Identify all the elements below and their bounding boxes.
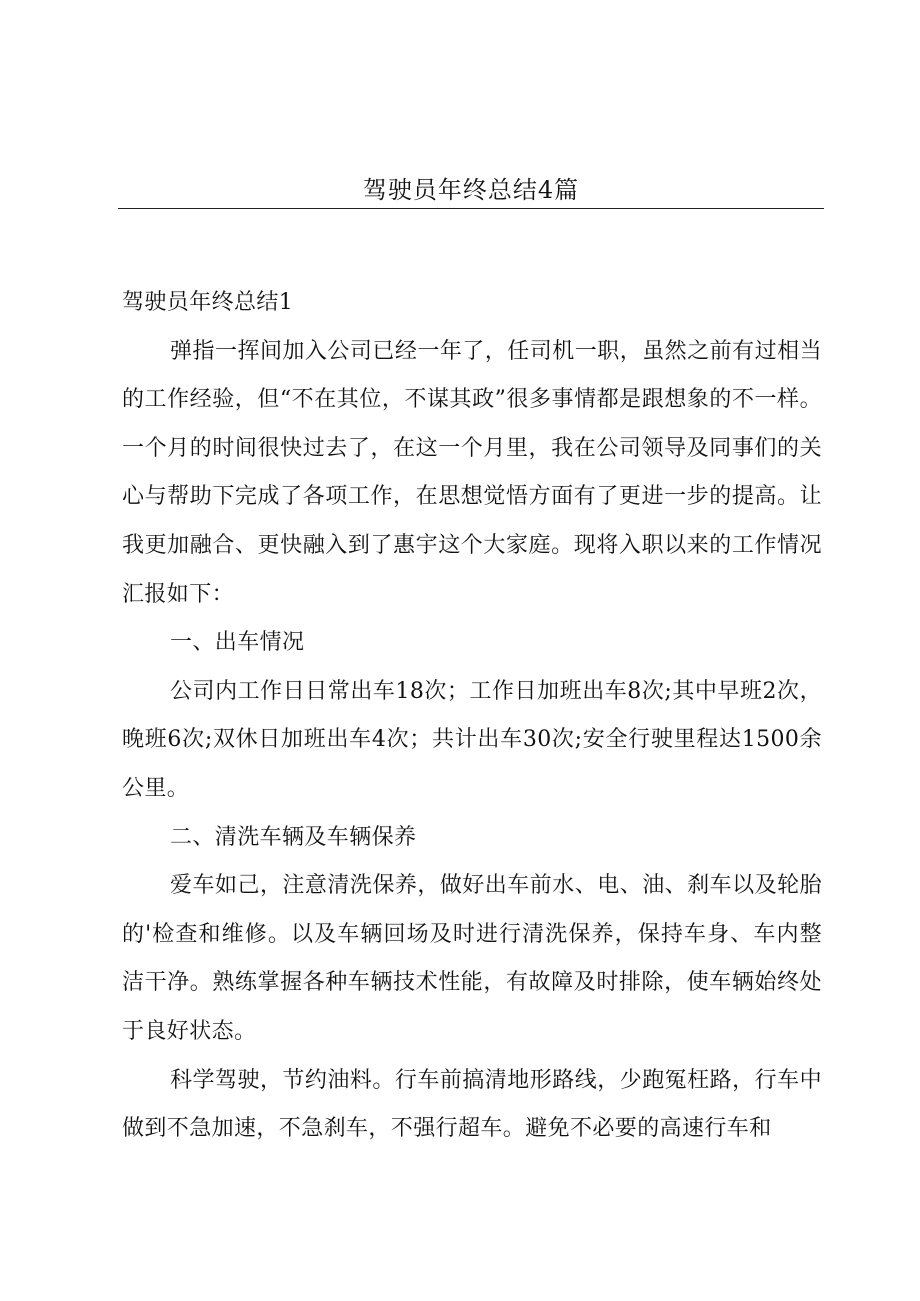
heading-trip-situation: 一、出车情况 (170, 630, 305, 656)
paragraph-fuel-saving: 科学驾驶，节约油料。行车前搞清地形路线，少跑冤枉路，行车中做到不急加速，不急刹车，不强行超车。避免不必要的高速行车和 (122, 1067, 822, 1142)
section-title: 驾驶员年终总结1 (122, 290, 294, 315)
document-title: 驾驶员年终总结4篇 (362, 176, 580, 204)
document-body (122, 279, 822, 1154)
paragraph-vehicle-care: 爱车如己，注意清洗保养，做好出车前水、电、油、刹车以及轮胎的'检查和维修。以及车辆回场及时进行清洗保养，保持车身、车内整洁干净。熟练掌握各种车辆技术性能，有故障及时排除，使车辆始终处于良好状态。 (122, 873, 822, 1044)
heading-vehicle-cleaning: 二、清洗车辆及车辆保养 (170, 824, 417, 850)
paragraph-trip-stats: 公司内工作日日常出车18次；工作日加班出车8次;其中早班2次，晚班6次;双休日加班出车4次；共计出车30次;安全行驶里程达1500余公里。 (122, 678, 822, 801)
document-header (118, 172, 824, 209)
paragraph-intro: 弹指一挥间加入公司已经一年了，任司机一职，虽然之前有过相当的工作经验，但“不在其位，不谋其政”很多事情都是跟想象的不一样。一个月的时间很快过去了，在这一个月里，我在公司领导及同事们的关心与帮助下完成了各项工作，在思想觉悟方面有了更进一步的提高。让我更加融合、更快融入到了惠宇这个大家庭。现将入职以来的工作情况汇报如下： (122, 338, 822, 607)
